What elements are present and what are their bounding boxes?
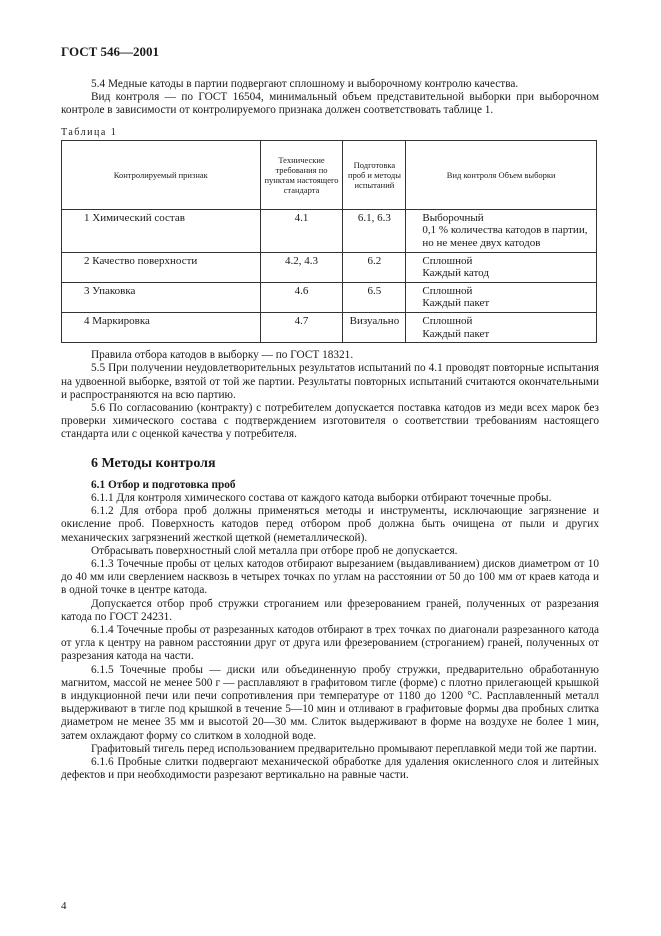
paragraph: Правила отбора катодов в выборку — по ГОСТ 18321. — [91, 349, 354, 362]
sample-volume: 0,1 % количества катодов в партии, но не менее двух катодов — [422, 224, 588, 249]
paragraph: 5.4 Медные катоды в партии подвергают сплошному и выборочному контролю качества. — [91, 78, 519, 90]
cell-feature: 4 Маркировка — [62, 312, 261, 342]
sample-volume: Каждый пакет — [422, 327, 490, 340]
cell-control — [406, 209, 597, 252]
paragraph: 6.1.3 Точечные пробы от целых катодов отбирают вырезанием (выдавливанием) дисков диаметром от 10 до 40 мм или сверлением насквозь в четырех точках по углам на расстоянии от 50 до 100 мм от краев катода и в одной точке в центре катода. — [61, 558, 599, 597]
paragraph: 6.1.1 Для контроля химического состава от каждого катода выборки отбирают точечные пробы. — [91, 491, 552, 504]
header-requirements: Технические требования по пунктам настоящего стандарта — [260, 140, 343, 209]
sample-volume: Каждый пакет — [422, 297, 490, 310]
header-control: Вид контроля Объем выборки — [406, 140, 597, 209]
control-type: Выборочный — [422, 211, 484, 224]
paragraph: 6.1.4 Точечные пробы от разрезанных катодов отбирают в трех точках по диагонали разрезанного катода от угла к центру на равном расстоянии друг от друга или фрезерованием (строганием) граней, полученных от разрезания катода на части. — [61, 624, 599, 663]
cell-requirement: 4.7 — [260, 312, 343, 342]
page-number: 4 — [61, 900, 67, 912]
paragraph: Графитовый тигель перед использованием предварительно промывают переплавкой меди той же партии. — [91, 742, 597, 755]
header-methods: Подготовка проб и методы испытаний — [343, 140, 406, 209]
control-type: Сплошной — [422, 284, 473, 297]
cell-feature: 2 Качество поверхности — [62, 252, 261, 282]
control-type: Сплошной — [422, 254, 473, 267]
paragraph: Вид контроля — по ГОСТ 16504, минимальный объем представительной выборки при выборочном контроле в зависимости от контролируемого признака должен соответствовать таблице 1. — [61, 91, 599, 117]
control-type: Сплошной — [422, 314, 473, 327]
cell-control — [406, 312, 597, 342]
subsection-title: 6.1 Отбор и подготовка проб — [91, 478, 236, 491]
document-header: ГОСТ 546—2001 — [61, 44, 160, 59]
table-row — [62, 252, 597, 282]
cell-method: 6.2 — [343, 252, 406, 282]
cell-method: Визуально — [343, 312, 406, 342]
cell-requirement: 4.6 — [260, 282, 343, 312]
paragraph: 5.5 При получении неудовлетворительных результатов испытаний по 4.1 проводят повторные испытания на удвоенной выборке, взятой от той же партии. Результаты повторных испытаний считаются окончательными и распространяются на всю партию. — [61, 362, 599, 401]
header-feature: Контролируемый признак — [62, 140, 261, 209]
cell-control — [406, 252, 597, 282]
paragraph: Отбрасывать поверхностный слой металла при отборе проб не допускается. — [91, 544, 458, 557]
cell-feature: 3 Упаковка — [62, 282, 261, 312]
paragraph: 5.6 По согласованию (контракту) с потребителем допускается поставка катодов из меди всех марок без проверки химического состава с подтверждением изготовителя о соответствии требованиям настоящего стандарта или с оценкой качества у потребителя. — [61, 401, 599, 441]
paragraph: 6.1.6 Пробные слитки подвергают механической обработке для удаления окисленного слоя и литейных дефектов и при необходимости разрезают вертикально на равные части. — [61, 756, 599, 782]
paragraph: 6.1.5 Точечные пробы — диски или объединенную пробу стружки, предварительно обработанную магнитом, массой не менее 500 г — расплавляют в графитовом тигле (форме) с плотно прилегающей крышкой в индукционной печи или печи сопротивления при температуре от 1180 до 1200 °С. Расплавленный металл выдерживают в тигле под крышкой в течение 5—10 мин и отливают в графитовые формы два пробных слитка диаметром не менее 35 мм и высотой 20—30 мм. Слиток выдерживают в форме на воздухе не более 1 мин, затем охлаждают форму со слитком в холодной воде. — [61, 663, 599, 742]
sample-volume: Каждый катод — [422, 267, 489, 280]
cell-feature: 1 Химический состав — [62, 209, 261, 252]
paragraph: 6.1.2 Для отбора проб должны применяться методы и инструменты, исключающие загрязнение и окисление проб. Поверхность катодов перед отбором проб должна быть очищена от пыли и других механических загрязнений жесткой щеткой (неметаллической). — [61, 505, 599, 544]
paragraph: Допускается отбор проб стружки строганием или фрезерованием граней, полученных от разрезания катода по ГОСТ 24231. — [61, 597, 599, 623]
cell-control — [406, 282, 597, 312]
page-content — [61, 78, 599, 782]
table-1 — [61, 140, 597, 343]
cell-requirement: 4.2, 4.3 — [260, 252, 343, 282]
cell-method: 6.1, 6.3 — [343, 209, 406, 252]
cell-requirement: 4.1 — [260, 209, 343, 252]
table-row — [62, 312, 597, 342]
section-title: 6 Методы контроля — [91, 455, 216, 471]
table-row — [62, 209, 597, 252]
table-row — [62, 282, 597, 312]
table-header-row — [62, 140, 597, 209]
cell-method: 6.5 — [343, 282, 406, 312]
table-caption: Таблица 1 — [61, 126, 118, 138]
